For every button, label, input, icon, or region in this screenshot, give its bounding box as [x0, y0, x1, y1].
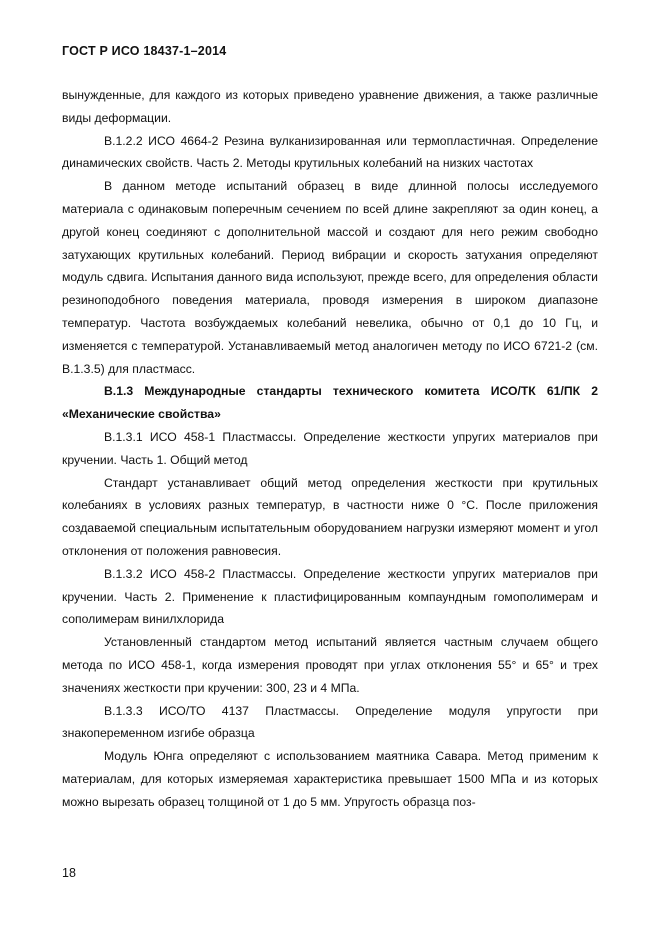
- paragraph-iso-458-2-description: Установленный стандартом метод испытаний является частным случаем общего метода по ИСО 458-1, когда измерения проводят при углах отклонения 55° и 65° и трех значениях жесткости при кручении: 300, 23 и 4 МПа.: [62, 635, 598, 695]
- paragraph-iso-458-1-title: В.1.3.1 ИСО 458-1 Пластмассы. Определение жесткости упругих материалов при кручении. Часть 1. Общий метод: [62, 429, 598, 467]
- paragraph-iso-458-2-title: В.1.3.2 ИСО 458-2 Пластмассы. Определение жесткости упругих материалов при кручении. Часть 2. Применение к пластифицированным компаундным гомополимерам и сополимерам винилхлорида: [62, 566, 598, 627]
- paragraph-iso-4664-2-title: В.1.2.2 ИСО 4664-2 Резина вулканизированная или термопластичная. Определение динамических свойств. Часть 2. Методы крутильных колебаний на низких частотах: [62, 133, 598, 171]
- page-number: 18: [62, 866, 76, 880]
- document-header: ГОСТ Р ИСО 18437-1–2014: [62, 44, 227, 58]
- paragraph-iso-tr-4137-description: Модуль Юнга определяют с использованием маятника Савара. Метод применим к материалам, для которых измеряемая характеристика превышает 1500 МПа и из которых можно вырезать образец толщиной от 1 до 5 мм. Упругость образца поз-: [62, 749, 598, 809]
- document-body: [62, 84, 598, 814]
- section-heading-b-1-3: В.1.3 Международные стандарты технического комитета ИСО/ТК 61/ПК 2 «Механические свойства»: [62, 384, 598, 422]
- paragraph-continuation: вынужденные, для каждого из которых приведено уравнение движения, а также различные виды деформации.: [62, 88, 598, 125]
- paragraph-iso-tr-4137-title: В.1.3.3 ИСО/ТО 4137 Пластмассы. Определение модуля упругости при знакопеременном изгибе образца: [62, 703, 598, 741]
- paragraph-iso-458-1-description: Стандарт устанавливает общий метод определения жесткости при крутильных колебаниях в условиях разных температур, в частности ниже 0 °С. После приложения создаваемой специальным испытательным оборудованием нагрузки измеряют момент и угол отклонения от положения равновесия.: [62, 475, 598, 558]
- paragraph-iso-4664-2-description: В данном методе испытаний образец в виде длинной полосы исследуемого материала с одинаковым поперечным сечением по всей длине закрепляют за один конец, а другой конец соединяют с дополнительной массой и создают для него режим свободно затухающих крутильных колебаний. Период вибрации и скорость затухания определяют модуль сдвига. Испытания данного вида используют, прежде всего, для определения области резиноподобного поведения материала, проводя измерения в широком диапазоне температур. Частота возбуждаемых колебаний невелика, обычно от 0,1 до 10 Гц, и изменяется с температурой. Устанавливаемый метод аналогичен методу по ИСО 6721-2 (см. В.1.3.5) для пластмасс.: [62, 179, 598, 376]
